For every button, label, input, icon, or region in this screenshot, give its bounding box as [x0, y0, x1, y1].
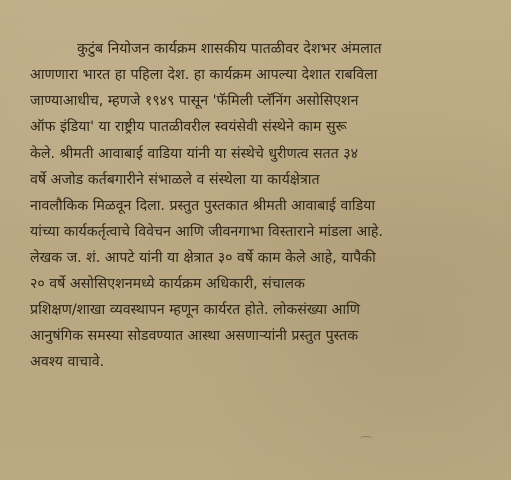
blurb-line-7: नावलौकिक मिळवून दिला. प्रस्तुत पुस्तकात श्रीमती आवाबाई वाडिया [30, 198, 376, 214]
blurb-line-9: लेखक ज. शं. आपटे यांनी या क्षेत्रात ३० वर्षे काम केले आहे, यापैकी [30, 250, 376, 266]
blurb-line-12: आनुषंगिक समस्या सोडवण्यात आस्था असणाऱ्यांनी प्रस्तुत पुस्तक [30, 328, 359, 344]
blurb-line-11: प्रशिक्षण/शाखा व्यवस्थापन म्हणून कार्यरत होते. लोकसंख्या आणि [30, 302, 361, 318]
blurb-line-2: आणणारा भारत हा पहिला देश. हा कार्यक्रम आपल्या देशात राबविला [30, 67, 378, 83]
blurb-line-6: वर्षे अजोड कर्तबगारीने संभाळले व संस्थेला या कार्यक्षेत्रात [30, 172, 320, 188]
blurb-line-8: यांच्या कार्यकर्तृत्वाचे विवेचन आणि जीवनगाभा विस्ताराने मांडला आहे. [30, 224, 383, 240]
blurb-line-3: जाण्याआधीच, म्हणजे १९४९ पासून 'फॅमिली प्लॅनिंग असोसिएशन [30, 93, 359, 109]
blurb-line-10: २० वर्षे असोसिएशनमध्ये कार्यक्रम अधिकारी, संचालक [30, 276, 305, 292]
blurb-line-13: अवश्य वाचावे. [30, 354, 105, 370]
paper-speck [360, 436, 372, 441]
blurb-line-1: कुटुंब नियोजन कार्यक्रम शासकीय पातळीवर देशभर अंमलात [77, 41, 382, 57]
blurb-line-5: केले. श्रीमती आवाबाई वाडिया यांनी या संस्थेचे धुरीणत्व सतत ३४ [30, 146, 358, 162]
blurb-line-4: ऑफ इंडिया' या राष्ट्रीय पातळीवरील स्वयंसेवी संस्थेने काम सुरू [30, 119, 347, 135]
